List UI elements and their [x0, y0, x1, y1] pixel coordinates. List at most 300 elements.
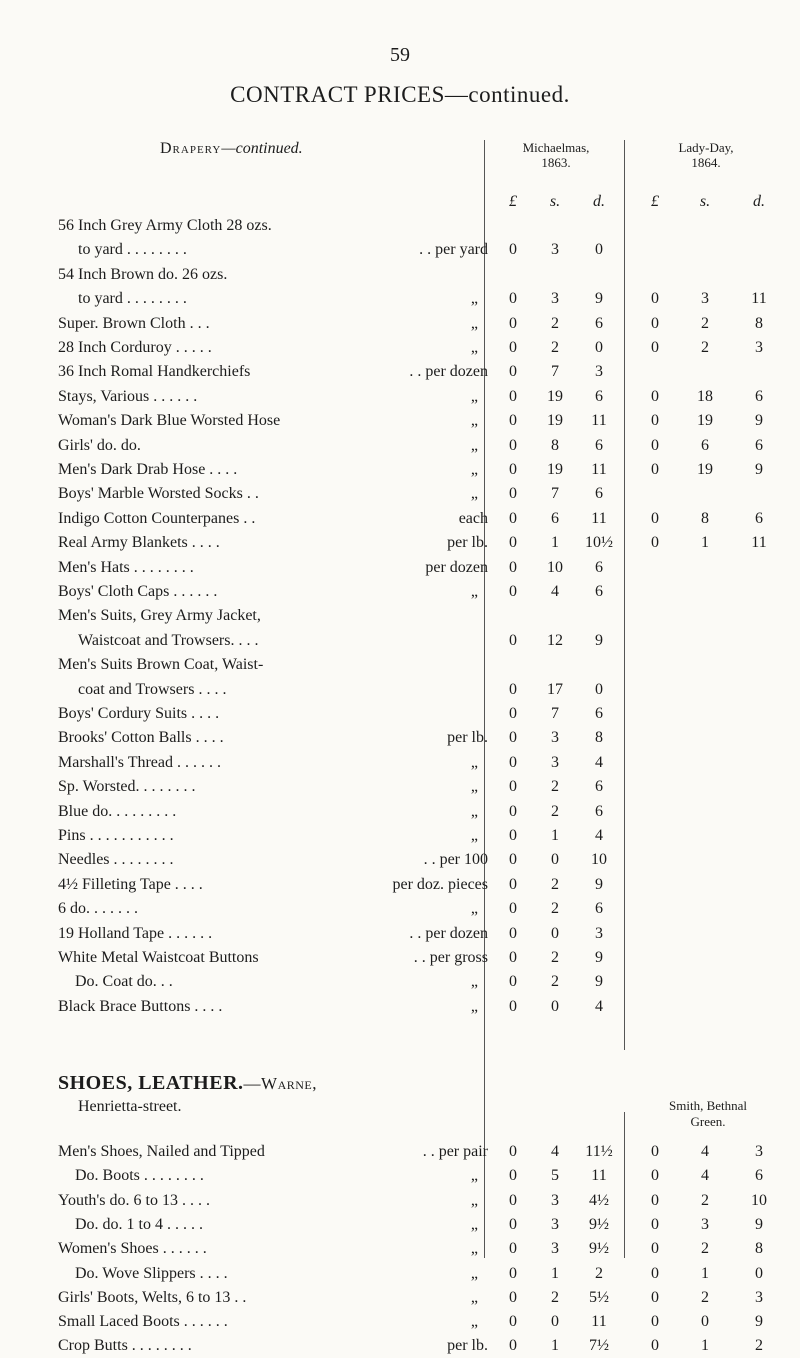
table-row [0, 726, 800, 750]
michaelmas-pounds: 0 [509, 1264, 517, 1282]
michaelmas-pence: 11½ [585, 1143, 613, 1160]
second-col-shillings: 4 [701, 1143, 709, 1160]
michaelmas-shillings: 4 [551, 1143, 559, 1160]
second-col-pence: 9 [755, 412, 763, 430]
item-unit: „ [470, 1288, 478, 1306]
table-row [0, 238, 800, 262]
item-description: Boys' Cloth Caps . . . . . . [58, 583, 218, 600]
michaelmas-shillings: 8 [551, 436, 559, 454]
table-row [0, 824, 800, 848]
michaelmas-pounds: 0 [509, 509, 517, 527]
table-row [0, 385, 800, 409]
michaelmas-shillings: 7 [551, 363, 559, 381]
item-description: Crop Butts . . . . . . . . [58, 1337, 192, 1355]
item-description: Woman's Dark Blue Worsted Hose [58, 412, 281, 430]
second-col-pounds: 0 [651, 387, 659, 405]
second-col-pounds: 0 [651, 1191, 659, 1209]
michaelmas-pence: 11 [591, 461, 607, 478]
item-description: Do. Coat do. . . [75, 973, 173, 991]
table-row [0, 482, 800, 506]
table-row [0, 751, 800, 775]
item-unit: „ [470, 973, 478, 991]
column-header-lady-day-line2: 1864. [691, 155, 721, 170]
second-col-pence: 8 [755, 314, 763, 332]
item-unit: „ [470, 290, 478, 308]
table-row [0, 458, 800, 482]
michaelmas-pence: 4 [595, 753, 603, 771]
michaelmas-pounds: 0 [509, 753, 517, 771]
michaelmas-pence: 6 [595, 705, 603, 722]
michaelmas-pounds: 0 [509, 314, 517, 332]
michaelmas-pounds: 0 [509, 900, 517, 918]
michaelmas-pounds: 0 [509, 997, 517, 1015]
second-col-pounds: 0 [651, 1215, 659, 1233]
item-unit: „ [470, 753, 478, 771]
michaelmas-shillings: 2 [551, 314, 559, 332]
column-header-michaelmas [492, 140, 620, 170]
second-col-pence: 6 [755, 509, 763, 527]
second-col-pounds: 0 [651, 461, 659, 478]
second-col-shillings: 4 [701, 1167, 709, 1185]
michaelmas-shillings: 3 [551, 753, 559, 771]
item-unit: . . per pair [422, 1143, 488, 1160]
michaelmas-pounds: 0 [509, 436, 517, 454]
item-unit: „ [470, 997, 478, 1015]
table-row [0, 1189, 800, 1213]
table-row [0, 653, 800, 677]
table-row [0, 531, 800, 555]
michaelmas-shillings: 1 [551, 534, 559, 552]
michaelmas-pence: 9½ [589, 1240, 609, 1258]
michaelmas-shillings: 2 [551, 949, 559, 966]
michaelmas-pounds: 0 [509, 1337, 517, 1355]
michaelmas-shillings: 0 [551, 924, 559, 942]
michaelmas-pence: 9 [595, 973, 603, 991]
item-description: 56 Inch Grey Army Cloth 28 ozs. [58, 217, 272, 234]
second-col-pounds: 0 [651, 509, 659, 527]
item-unit: „ [470, 485, 478, 503]
table-row [0, 970, 800, 994]
item-unit: per lb. [447, 1337, 488, 1355]
michaelmas-pence: 9 [595, 290, 603, 308]
michaelmas-shillings: 3 [551, 1240, 559, 1258]
item-description: to yard . . . . . . . . [78, 290, 187, 308]
second-col-pounds: 0 [651, 1313, 659, 1331]
michaelmas-pounds: 0 [509, 875, 517, 893]
second-col-pounds: 0 [651, 1337, 659, 1355]
michaelmas-pounds: 0 [509, 778, 517, 796]
column-header-lady-day [636, 140, 776, 170]
second-supplier-header [628, 1098, 788, 1130]
michaelmas-pounds: 0 [509, 534, 517, 552]
second-col-pence: 6 [755, 387, 763, 405]
michaelmas-pounds: 0 [509, 363, 517, 381]
michaelmas-pence: 4 [595, 997, 603, 1015]
item-description: White Metal Waistcoat Buttons [58, 949, 259, 966]
michaelmas-pence: 9 [595, 631, 603, 649]
michaelmas-pence: 2 [595, 1264, 603, 1282]
michaelmas-pence: 11 [591, 412, 607, 430]
michaelmas-pounds: 0 [509, 290, 517, 308]
michaelmas-pounds: 0 [509, 827, 517, 844]
michaelmas-pounds: 0 [509, 387, 517, 405]
table-row [0, 1164, 800, 1188]
item-description: Needles . . . . . . . . [58, 851, 174, 869]
michaelmas-pounds: 0 [509, 412, 517, 430]
second-col-pence: 3 [755, 1143, 763, 1160]
item-description: Boys' Marble Worsted Socks . . [58, 485, 259, 503]
michaelmas-pence: 6 [595, 778, 603, 796]
michaelmas-pence: 9 [595, 949, 603, 966]
item-unit: each [458, 509, 488, 527]
michaelmas-pence: 9 [595, 875, 603, 893]
item-unit: „ [470, 1191, 478, 1209]
item-unit: . . per gross [413, 949, 488, 966]
item-description: Brooks' Cotton Balls . . . . [58, 729, 224, 747]
michaelmas-pence: 11 [591, 1167, 607, 1185]
table-row [0, 434, 800, 458]
second-col-pounds: 0 [651, 534, 659, 552]
second-col-pounds: 0 [651, 1264, 659, 1282]
michaelmas-shillings: 0 [551, 997, 559, 1015]
michaelmas-shillings: 1 [551, 827, 559, 844]
michaelmas-shillings: 17 [547, 680, 563, 698]
section-suffix: —continued. [221, 140, 303, 157]
column-header-lady-day-line1: Lady-Day, [678, 140, 734, 155]
item-unit: „ [470, 1167, 478, 1185]
item-unit: „ [470, 802, 478, 820]
second-col-shillings: 2 [701, 1240, 709, 1258]
michaelmas-pounds: 0 [509, 583, 517, 600]
item-unit: „ [470, 314, 478, 332]
shoes-heading [58, 1072, 317, 1095]
item-description: Men's Dark Drab Hose . . . . [58, 461, 238, 478]
michaelmas-pounds: 0 [509, 949, 517, 966]
item-description: 28 Inch Corduroy . . . . . [58, 339, 212, 356]
table-row [0, 848, 800, 872]
michaelmas-shillings: 2 [551, 1288, 559, 1306]
item-description: Small Laced Boots . . . . . . [58, 1313, 228, 1331]
michaelmas-shillings: 0 [551, 851, 559, 869]
michaelmas-pence: 6 [595, 802, 603, 820]
item-description: Super. Brown Cloth . . . [58, 314, 210, 332]
second-col-pounds: 0 [651, 1288, 659, 1306]
second-col-pounds: 0 [651, 1167, 659, 1185]
table-row [0, 409, 800, 433]
item-description: Women's Shoes . . . . . . [58, 1240, 207, 1258]
item-unit: „ [470, 583, 478, 600]
michaelmas-pence: 6 [595, 583, 603, 600]
second-col-shillings: 18 [697, 387, 713, 405]
table-row [0, 1310, 800, 1334]
michaelmas-pence: 5½ [589, 1288, 609, 1306]
table-row [0, 336, 800, 360]
table-row [0, 214, 800, 238]
item-description: 6 do. . . . . . . [58, 900, 138, 918]
michaelmas-shillings: 3 [551, 290, 559, 308]
item-unit: „ [470, 412, 478, 430]
second-col-shillings: 1 [701, 534, 709, 552]
item-unit: per doz. pieces [392, 875, 488, 893]
item-unit: . . per yard [419, 241, 488, 259]
item-unit: „ [470, 461, 478, 478]
michaelmas-pence: 4 [595, 827, 603, 844]
item-description: Do. Boots . . . . . . . . [75, 1167, 204, 1185]
table-row [0, 775, 800, 799]
currency-shillings: s. [549, 193, 561, 210]
michaelmas-shillings: 2 [551, 900, 559, 918]
item-description: Men's Suits, Grey Army Jacket, [58, 607, 261, 625]
second-col-pounds: 0 [651, 314, 659, 332]
item-description: Waistcoat and Trowsers. . . . [78, 631, 259, 649]
michaelmas-pence: 6 [595, 387, 603, 405]
michaelmas-pounds: 0 [509, 802, 517, 820]
item-description: Black Brace Buttons . . . . [58, 997, 223, 1015]
michaelmas-shillings: 19 [547, 412, 563, 430]
item-unit: „ [470, 1240, 478, 1258]
michaelmas-pence: 6 [595, 485, 603, 503]
michaelmas-pence: 8 [595, 729, 603, 747]
michaelmas-shillings: 6 [551, 509, 559, 527]
second-col-shillings: 19 [697, 412, 713, 430]
item-unit: „ [470, 387, 478, 405]
second-col-shillings: 1 [701, 1337, 709, 1355]
item-description: Girls' Boots, Welts, 6 to 13 . . [58, 1288, 247, 1306]
second-col-shillings: 2 [701, 314, 709, 332]
second-col-pence: 0 [755, 1264, 763, 1282]
michaelmas-pounds: 0 [509, 485, 517, 503]
currency-pence: d. [753, 193, 765, 210]
michaelmas-pence: 10 [591, 851, 607, 869]
michaelmas-pence: 0 [595, 339, 603, 356]
michaelmas-pence: 6 [595, 314, 603, 332]
michaelmas-pence: 6 [595, 436, 603, 454]
currency-shillings: s. [699, 193, 711, 210]
table-row [0, 1237, 800, 1261]
michaelmas-shillings: 2 [551, 778, 559, 796]
michaelmas-shillings: 7 [551, 485, 559, 503]
michaelmas-pounds: 0 [509, 680, 517, 698]
item-unit: „ [470, 436, 478, 454]
michaelmas-shillings: 5 [551, 1167, 559, 1185]
michaelmas-shillings: 1 [551, 1264, 559, 1282]
item-unit: „ [470, 827, 478, 844]
second-col-shillings: 2 [701, 1288, 709, 1306]
shoes-heading-title: SHOES, LEATHER. [58, 1072, 244, 1094]
michaelmas-pounds: 0 [509, 729, 517, 747]
item-description: coat and Trowsers . . . . [78, 680, 227, 698]
second-col-pounds: 0 [651, 436, 659, 454]
table-row [0, 897, 800, 921]
table-row [0, 287, 800, 311]
item-description: Marshall's Thread . . . . . . [58, 753, 221, 771]
second-supplier-line1: Smith, Bethnal [669, 1098, 747, 1113]
item-unit: „ [470, 900, 478, 918]
table-row [0, 556, 800, 580]
michaelmas-pence: 7½ [589, 1337, 609, 1355]
item-description: Youth's do. 6 to 13 . . . . [58, 1191, 210, 1209]
second-col-shillings: 3 [701, 1215, 709, 1233]
michaelmas-pounds: 0 [509, 1215, 517, 1233]
table-row [0, 678, 800, 702]
michaelmas-pounds: 0 [509, 241, 517, 259]
second-col-pence: 11 [751, 290, 767, 308]
michaelmas-pence: 9½ [589, 1215, 609, 1233]
item-description: Pins . . . . . . . . . . . [58, 827, 174, 844]
second-col-shillings: 0 [701, 1313, 709, 1331]
second-col-pence: 6 [755, 436, 763, 454]
table-row [0, 922, 800, 946]
michaelmas-shillings: 19 [547, 461, 563, 478]
item-description: Sp. Worsted. . . . . . . . [58, 778, 196, 796]
michaelmas-shillings: 3 [551, 1191, 559, 1209]
michaelmas-shillings: 2 [551, 875, 559, 893]
table-row [0, 1262, 800, 1286]
second-col-pence: 2 [755, 1337, 763, 1355]
table-row [0, 1286, 800, 1310]
michaelmas-shillings: 19 [547, 387, 563, 405]
michaelmas-shillings: 3 [551, 729, 559, 747]
michaelmas-shillings: 2 [551, 973, 559, 991]
shoes-supplier: —Warne, [243, 1074, 317, 1093]
michaelmas-pounds: 0 [509, 705, 517, 722]
table-row [0, 1140, 800, 1164]
second-col-pence: 9 [755, 1313, 763, 1331]
item-unit: „ [470, 339, 478, 356]
michaelmas-shillings: 10 [547, 558, 563, 576]
item-unit: „ [470, 1215, 478, 1233]
table-row [0, 507, 800, 531]
michaelmas-pounds: 0 [509, 631, 517, 649]
michaelmas-pence: 0 [595, 241, 603, 259]
michaelmas-pounds: 0 [509, 1288, 517, 1306]
item-description: Do. Wove Slippers . . . . [75, 1264, 228, 1282]
item-description: Girls' do. do. [58, 436, 141, 454]
michaelmas-pence: 4½ [589, 1191, 609, 1209]
michaelmas-pounds: 0 [509, 1313, 517, 1331]
item-unit: per lb. [447, 534, 488, 552]
item-description: Real Army Blankets . . . . [58, 534, 220, 552]
item-description: Men's Shoes, Nailed and Tipped [58, 1143, 265, 1160]
michaelmas-shillings: 12 [547, 631, 563, 649]
section-name: Drapery [160, 140, 222, 157]
michaelmas-pounds: 0 [509, 558, 517, 576]
michaelmas-pounds: 0 [509, 851, 517, 869]
item-description: Stays, Various . . . . . . [58, 387, 198, 405]
second-col-pence: 11 [751, 534, 767, 552]
table-row [0, 702, 800, 726]
second-col-pence: 9 [755, 1215, 763, 1233]
michaelmas-shillings: 1 [551, 1337, 559, 1355]
second-col-pence: 9 [755, 461, 763, 478]
second-col-pounds: 0 [651, 412, 659, 430]
currency-header-row [0, 190, 800, 214]
second-col-pence: 10 [751, 1191, 767, 1209]
michaelmas-shillings: 4 [551, 583, 559, 600]
second-col-pence: 3 [755, 1288, 763, 1306]
table-row [0, 1213, 800, 1237]
table-row [0, 263, 800, 287]
table-row [0, 629, 800, 653]
section-heading [160, 140, 303, 158]
item-description: 4½ Filleting Tape . . . . [58, 875, 203, 893]
item-description: 36 Inch Romal Handkerchiefs [58, 363, 251, 381]
michaelmas-pounds: 0 [509, 1167, 517, 1185]
item-unit: . . per dozen [409, 924, 488, 942]
second-col-shillings: 19 [697, 461, 713, 478]
item-unit: „ [470, 1264, 478, 1282]
page-number: 59 [390, 44, 410, 66]
second-col-shillings: 2 [701, 339, 709, 356]
column-header-michaelmas-line1: Michaelmas, [522, 140, 590, 155]
item-unit: . . per dozen [409, 363, 488, 381]
michaelmas-pence: 6 [595, 558, 603, 576]
second-col-pence: 3 [755, 339, 763, 356]
table-row [0, 580, 800, 604]
table-row [0, 360, 800, 384]
second-col-pence: 8 [755, 1240, 763, 1258]
item-description: 54 Inch Brown do. 26 ozs. [58, 265, 228, 283]
item-description: Indigo Cotton Counterpanes . . [58, 509, 256, 527]
michaelmas-pounds: 0 [509, 339, 517, 356]
second-col-shillings: 1 [701, 1264, 709, 1282]
michaelmas-pence: 6 [595, 900, 603, 918]
table-row [0, 1334, 800, 1358]
second-col-pounds: 0 [651, 1240, 659, 1258]
michaelmas-pounds: 0 [509, 924, 517, 942]
second-col-pounds: 0 [651, 1143, 659, 1160]
second-col-shillings: 3 [701, 290, 709, 308]
item-unit: per lb. [447, 729, 488, 747]
item-description: Men's Suits Brown Coat, Waist- [58, 656, 264, 674]
item-description: Boys' Cordury Suits . . . . [58, 705, 220, 722]
item-description: Blue do. . . . . . . . . [58, 802, 177, 820]
michaelmas-shillings: 3 [551, 1215, 559, 1233]
currency-pence: d. [593, 193, 605, 210]
michaelmas-shillings: 3 [551, 241, 559, 259]
item-description: 19 Holland Tape . . . . . . [58, 924, 213, 942]
table-row [0, 873, 800, 897]
item-description: to yard . . . . . . . . [78, 241, 187, 259]
table-row [0, 312, 800, 336]
michaelmas-pence: 0 [595, 680, 603, 698]
michaelmas-pence: 3 [595, 924, 603, 942]
table-row [0, 995, 800, 1019]
page-title: CONTRACT PRICES—continued. [230, 82, 570, 107]
second-col-pounds: 0 [651, 290, 659, 308]
table-row [0, 946, 800, 970]
michaelmas-shillings: 0 [551, 1313, 559, 1331]
column-header-michaelmas-line2: 1863. [541, 155, 571, 170]
item-unit: per dozen [425, 558, 488, 576]
second-col-pounds: 0 [651, 339, 659, 356]
michaelmas-pence: 11 [591, 509, 607, 527]
currency-pounds: £ [651, 193, 659, 210]
michaelmas-shillings: 7 [551, 705, 559, 722]
michaelmas-pounds: 0 [509, 1240, 517, 1258]
item-unit: „ [470, 1313, 478, 1331]
shoes-supplier-address: Henrietta-street. [78, 1098, 182, 1115]
second-col-pence: 6 [755, 1167, 763, 1185]
michaelmas-pounds: 0 [509, 461, 517, 478]
item-description: Do. do. 1 to 4 . . . . . [75, 1215, 203, 1233]
michaelmas-shillings: 2 [551, 339, 559, 356]
michaelmas-shillings: 2 [551, 802, 559, 820]
michaelmas-pounds: 0 [509, 973, 517, 991]
table-row [0, 800, 800, 824]
michaelmas-pounds: 0 [509, 1143, 517, 1160]
second-col-shillings: 6 [701, 436, 709, 454]
